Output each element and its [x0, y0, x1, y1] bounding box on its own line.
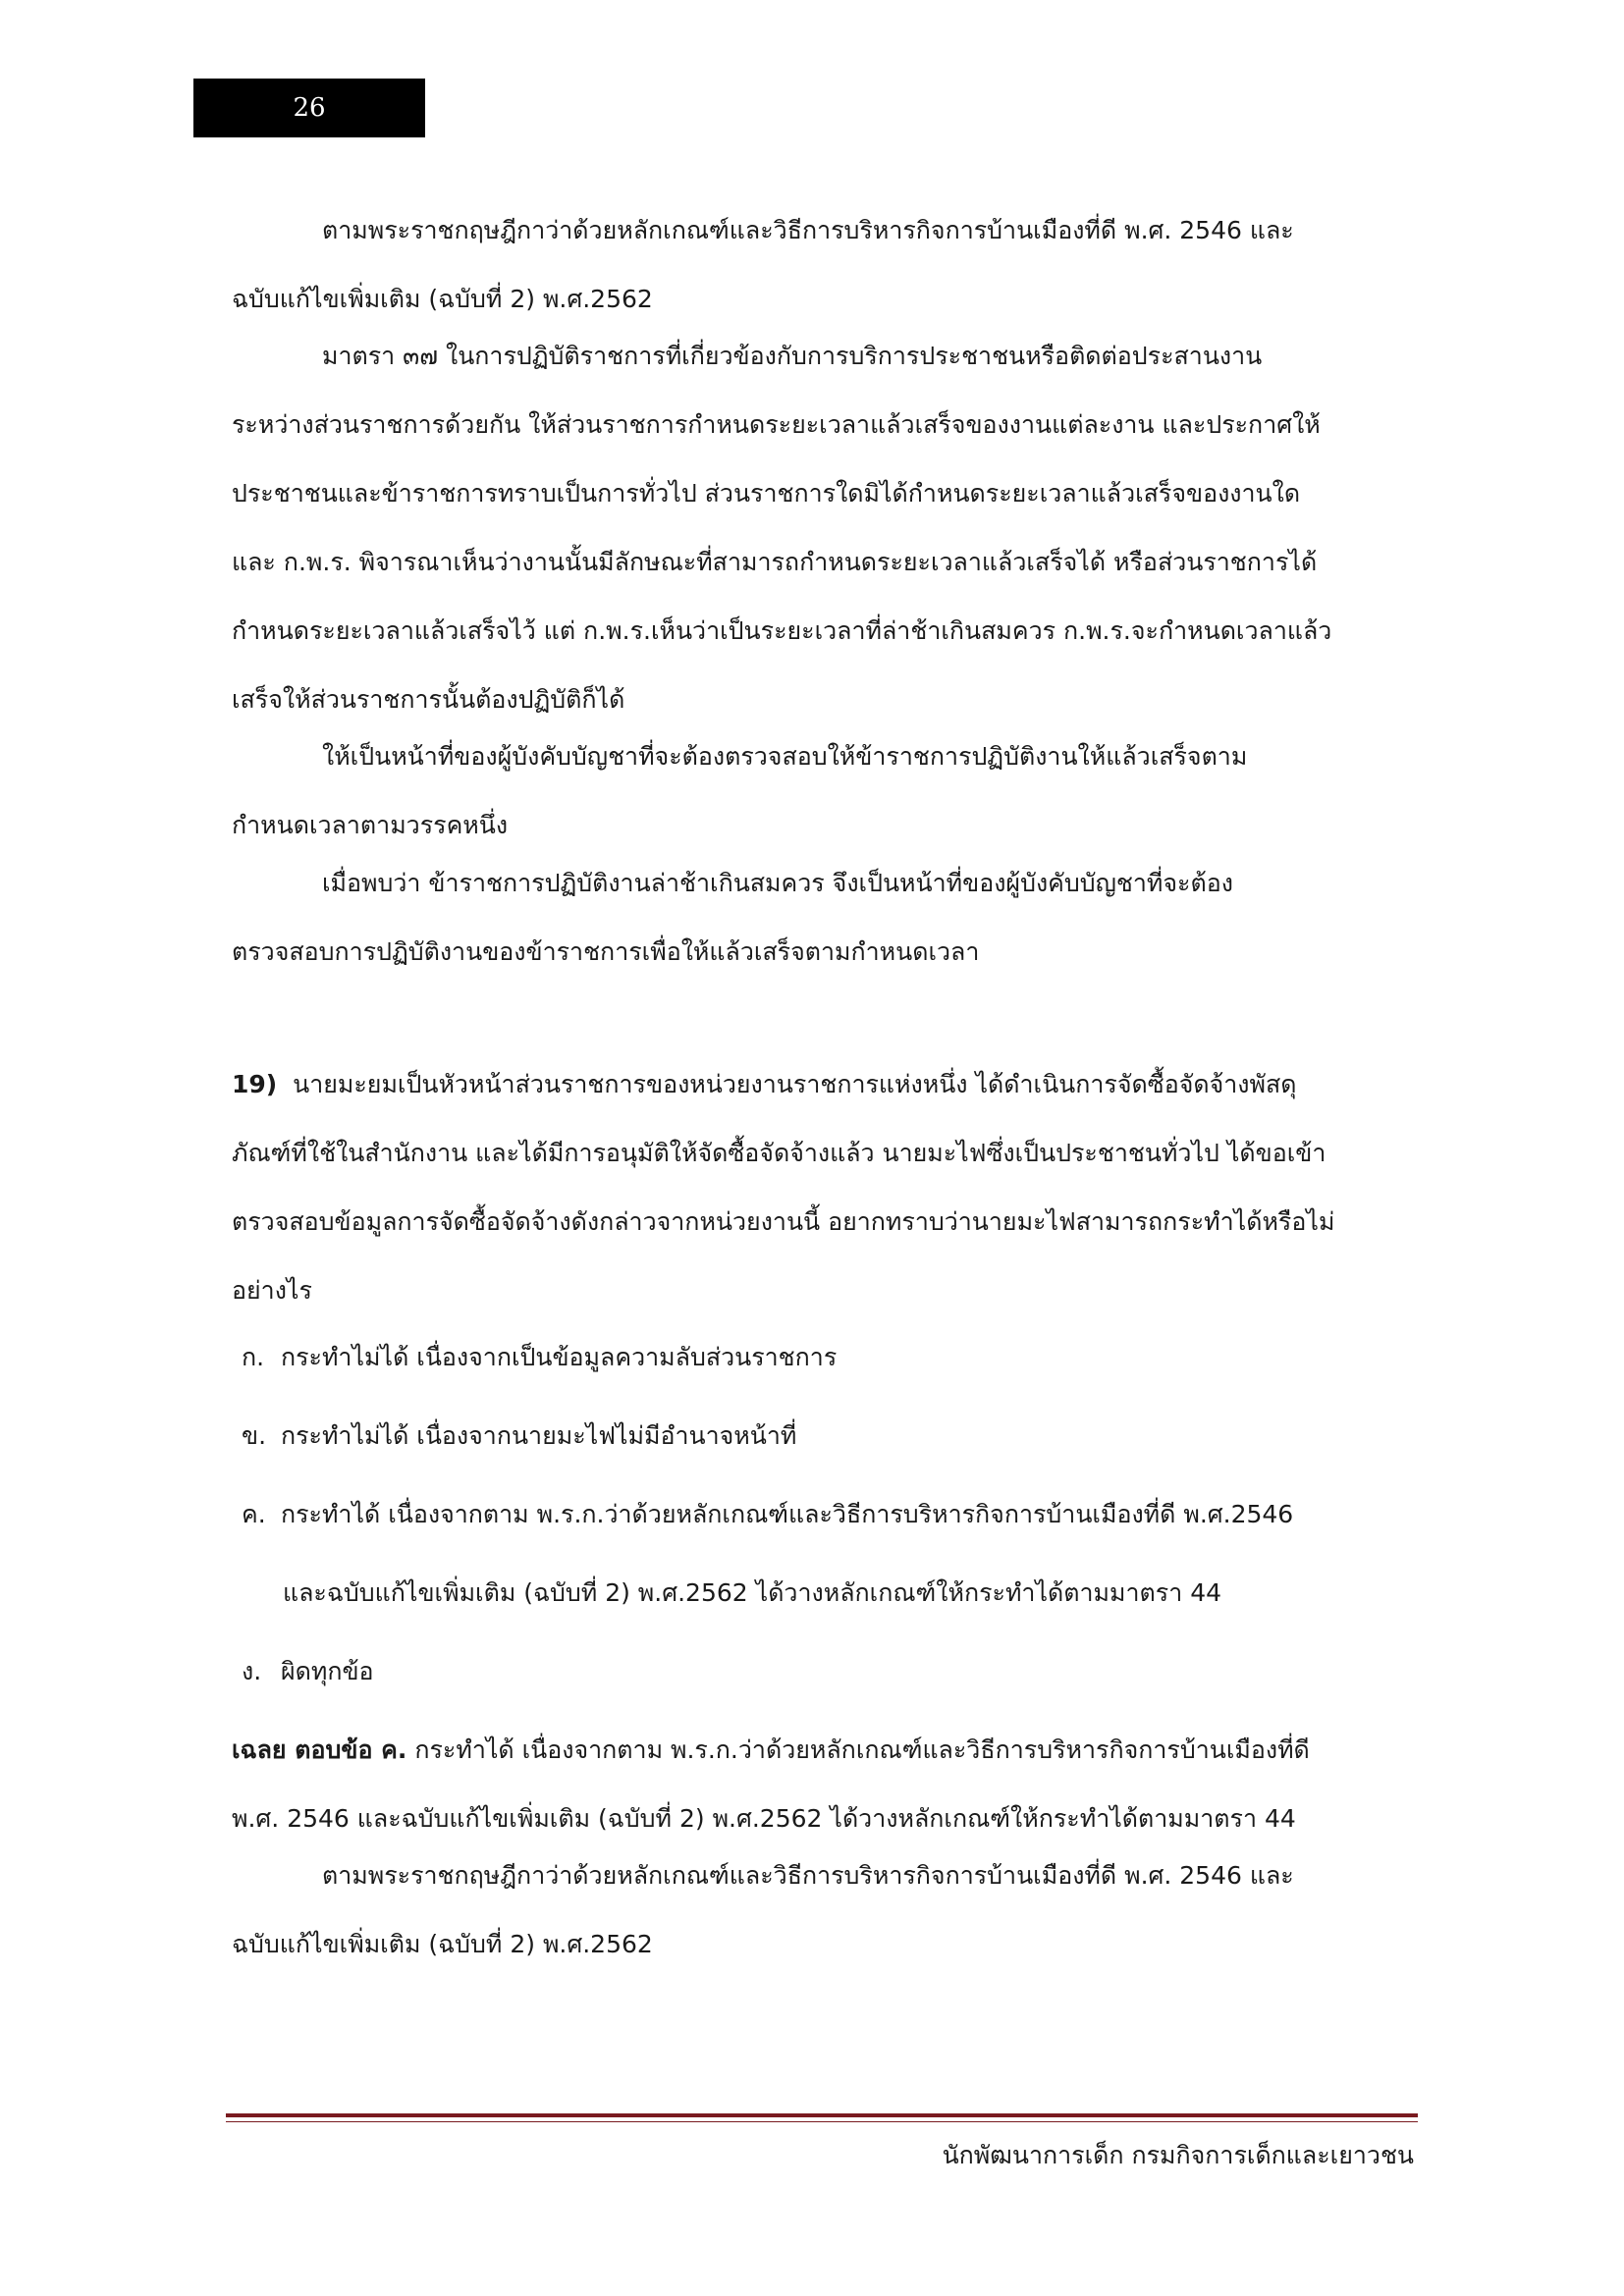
footer-divider	[226, 2113, 1418, 2117]
paragraph-section-37	[232, 322, 1422, 734]
answer-first-line	[232, 1716, 1422, 1785]
page-number: 26	[193, 79, 425, 137]
text-line: ตรวจสอบการปฏิบัติงานของข้าราชการเพื่อให้แล้วเสร็จตามกำหนดเวลา	[232, 937, 980, 966]
footer-organization: นักพัฒนาการเด็ก กรมกิจการเด็กและเยาวชน	[942, 2141, 1414, 2169]
choice-letter: ค.	[242, 1500, 266, 1528]
answer-label: เฉลย ตอบข้อ ค.	[232, 1735, 407, 1764]
text-line: ฉบับแก้ไขเพิ่มเติม (ฉบับที่ 2) พ.ศ.2562	[232, 285, 653, 313]
text-line: ตามพระราชกฤษฎีกาว่าด้วยหลักเกณฑ์และวิธีการบริหารกิจการบ้านเมืองที่ดี พ.ศ. 2546 และ	[322, 216, 1294, 244]
choice-c	[242, 1480, 1293, 1549]
answer-text: กระทำได้ เนื่องจากตาม พ.ร.ก.ว่าด้วยหลักเกณฑ์และวิธีการบริหารกิจการบ้านเมืองที่ดี	[406, 1735, 1310, 1764]
text-line: ภัณฑ์ที่ใช้ในสำนักงาน และได้มีการอนุมัติให้จัดซื้อจัดจ้างแล้ว นายมะไฟซึ่งเป็นประชาชนทั่วไป ได้ขอเข้า	[232, 1139, 1326, 1167]
choice-a	[242, 1323, 837, 1392]
text-line: เสร็จให้ส่วนราชการนั้นต้องปฏิบัติก็ได้	[232, 685, 625, 714]
choice-text: และฉบับแก้ไขเพิ่มเติม (ฉบับที่ 2) พ.ศ.2562 ได้วางหลักเกณฑ์ให้กระทำได้ตามมาตรา 44	[283, 1578, 1222, 1607]
text-line: ระหว่างส่วนราชการด้วยกัน ให้ส่วนราชการกำหนดระยะเวลาแล้วเสร็จของงานแต่ละงาน และประกาศให้	[232, 410, 1321, 439]
choice-text: กระทำได้ เนื่องจากตาม พ.ร.ก.ว่าด้วยหลักเกณฑ์และวิธีการบริหารกิจการบ้านเมืองที่ดี พ.ศ.2546	[280, 1500, 1294, 1528]
text-line: พ.ศ. 2546 และฉบับแก้ไขเพิ่มเติม (ฉบับที่ 2) พ.ศ.2562 ได้วางหลักเกณฑ์ให้กระทำได้ตามมาตรา 44	[232, 1804, 1296, 1833]
question-19	[232, 1050, 1422, 1325]
paragraph-decree-reference-2	[232, 1842, 1422, 1979]
text-line: ประชาชนและข้าราชการทราบเป็นการทั่วไป ส่วนราชการใดมิได้กำหนดระยะเวลาแล้วเสร็จของงานใด	[232, 479, 1301, 507]
paragraph-decree-reference-1	[232, 196, 1422, 334]
paragraph-supervisor-duty	[232, 722, 1422, 860]
choice-text: กระทำไม่ได้ เนื่องจากนายมะไฟไม่มีอำนาจหน้าที่	[280, 1421, 797, 1450]
choice-letter: ง.	[242, 1657, 262, 1685]
text-line: ตามพระราชกฤษฎีกาว่าด้วยหลักเกณฑ์และวิธีการบริหารกิจการบ้านเมืองที่ดี พ.ศ. 2546 และ	[322, 1861, 1294, 1890]
answer-paragraph	[232, 1716, 1422, 1853]
text-line: เมื่อพบว่า ข้าราชการปฏิบัติงานล่าช้าเกินสมควร จึงเป็นหน้าที่ของผู้บังคับบัญชาที่จะต้อง	[322, 869, 1233, 897]
text-line: ตรวจสอบข้อมูลการจัดซื้อจัดจ้างดังกล่าวจากหน่วยงานนี้ อยากทราบว่านายมะไฟสามารถกระทำได้หรือไม่	[232, 1207, 1335, 1236]
choice-c-continuation	[283, 1559, 1221, 1628]
question-first-line	[232, 1050, 1422, 1119]
text-line: ให้เป็นหน้าที่ของผู้บังคับบัญชาที่จะต้องตรวจสอบให้ข้าราชการปฏิบัติงานให้แล้วเสร็จตาม	[322, 742, 1248, 771]
text-line: กำหนดระยะเวลาแล้วเสร็จไว้ แต่ ก.พ.ร.เห็นว่าเป็นระยะเวลาที่ล่าช้าเกินสมควร ก.พ.ร.จะกำหนดเวลาแล้ว	[232, 616, 1332, 645]
choice-letter: ก.	[242, 1343, 265, 1371]
question-number: 19)	[232, 1070, 278, 1098]
choice-d	[242, 1637, 374, 1706]
footer-divider-thin	[226, 2121, 1418, 2122]
paragraph-delay-inspection	[232, 849, 1422, 987]
choice-text: ผิดทุกข้อ	[280, 1657, 374, 1685]
text-line: อย่างไร	[232, 1276, 312, 1305]
text-line: และ ก.พ.ร. พิจารณาเห็นว่างานนั้นมีลักษณะที่สามารถกำหนดระยะเวลาแล้วเสร็จได้ หรือส่วนราชการได้	[232, 548, 1318, 576]
text-line: กำหนดเวลาตามวรรคหนึ่ง	[232, 811, 509, 839]
choice-letter: ข.	[242, 1421, 267, 1450]
choice-text: กระทำไม่ได้ เนื่องจากเป็นข้อมูลความลับส่วนราชการ	[280, 1343, 838, 1371]
text-line: มาตรา ๓๗ ในการปฏิบัติราชการที่เกี่ยวข้องกับการบริการประชาชนหรือติดต่อประสานงาน	[322, 342, 1263, 370]
choice-b	[242, 1402, 796, 1470]
question-text: นายมะยมเป็นหัวหน้าส่วนราชการของหน่วยงานราชการแห่งหนึ่ง ได้ดำเนินการจัดซื้อจัดจ้างพัสดุ	[293, 1070, 1297, 1098]
text-line: ฉบับแก้ไขเพิ่มเติม (ฉบับที่ 2) พ.ศ.2562	[232, 1930, 653, 1958]
